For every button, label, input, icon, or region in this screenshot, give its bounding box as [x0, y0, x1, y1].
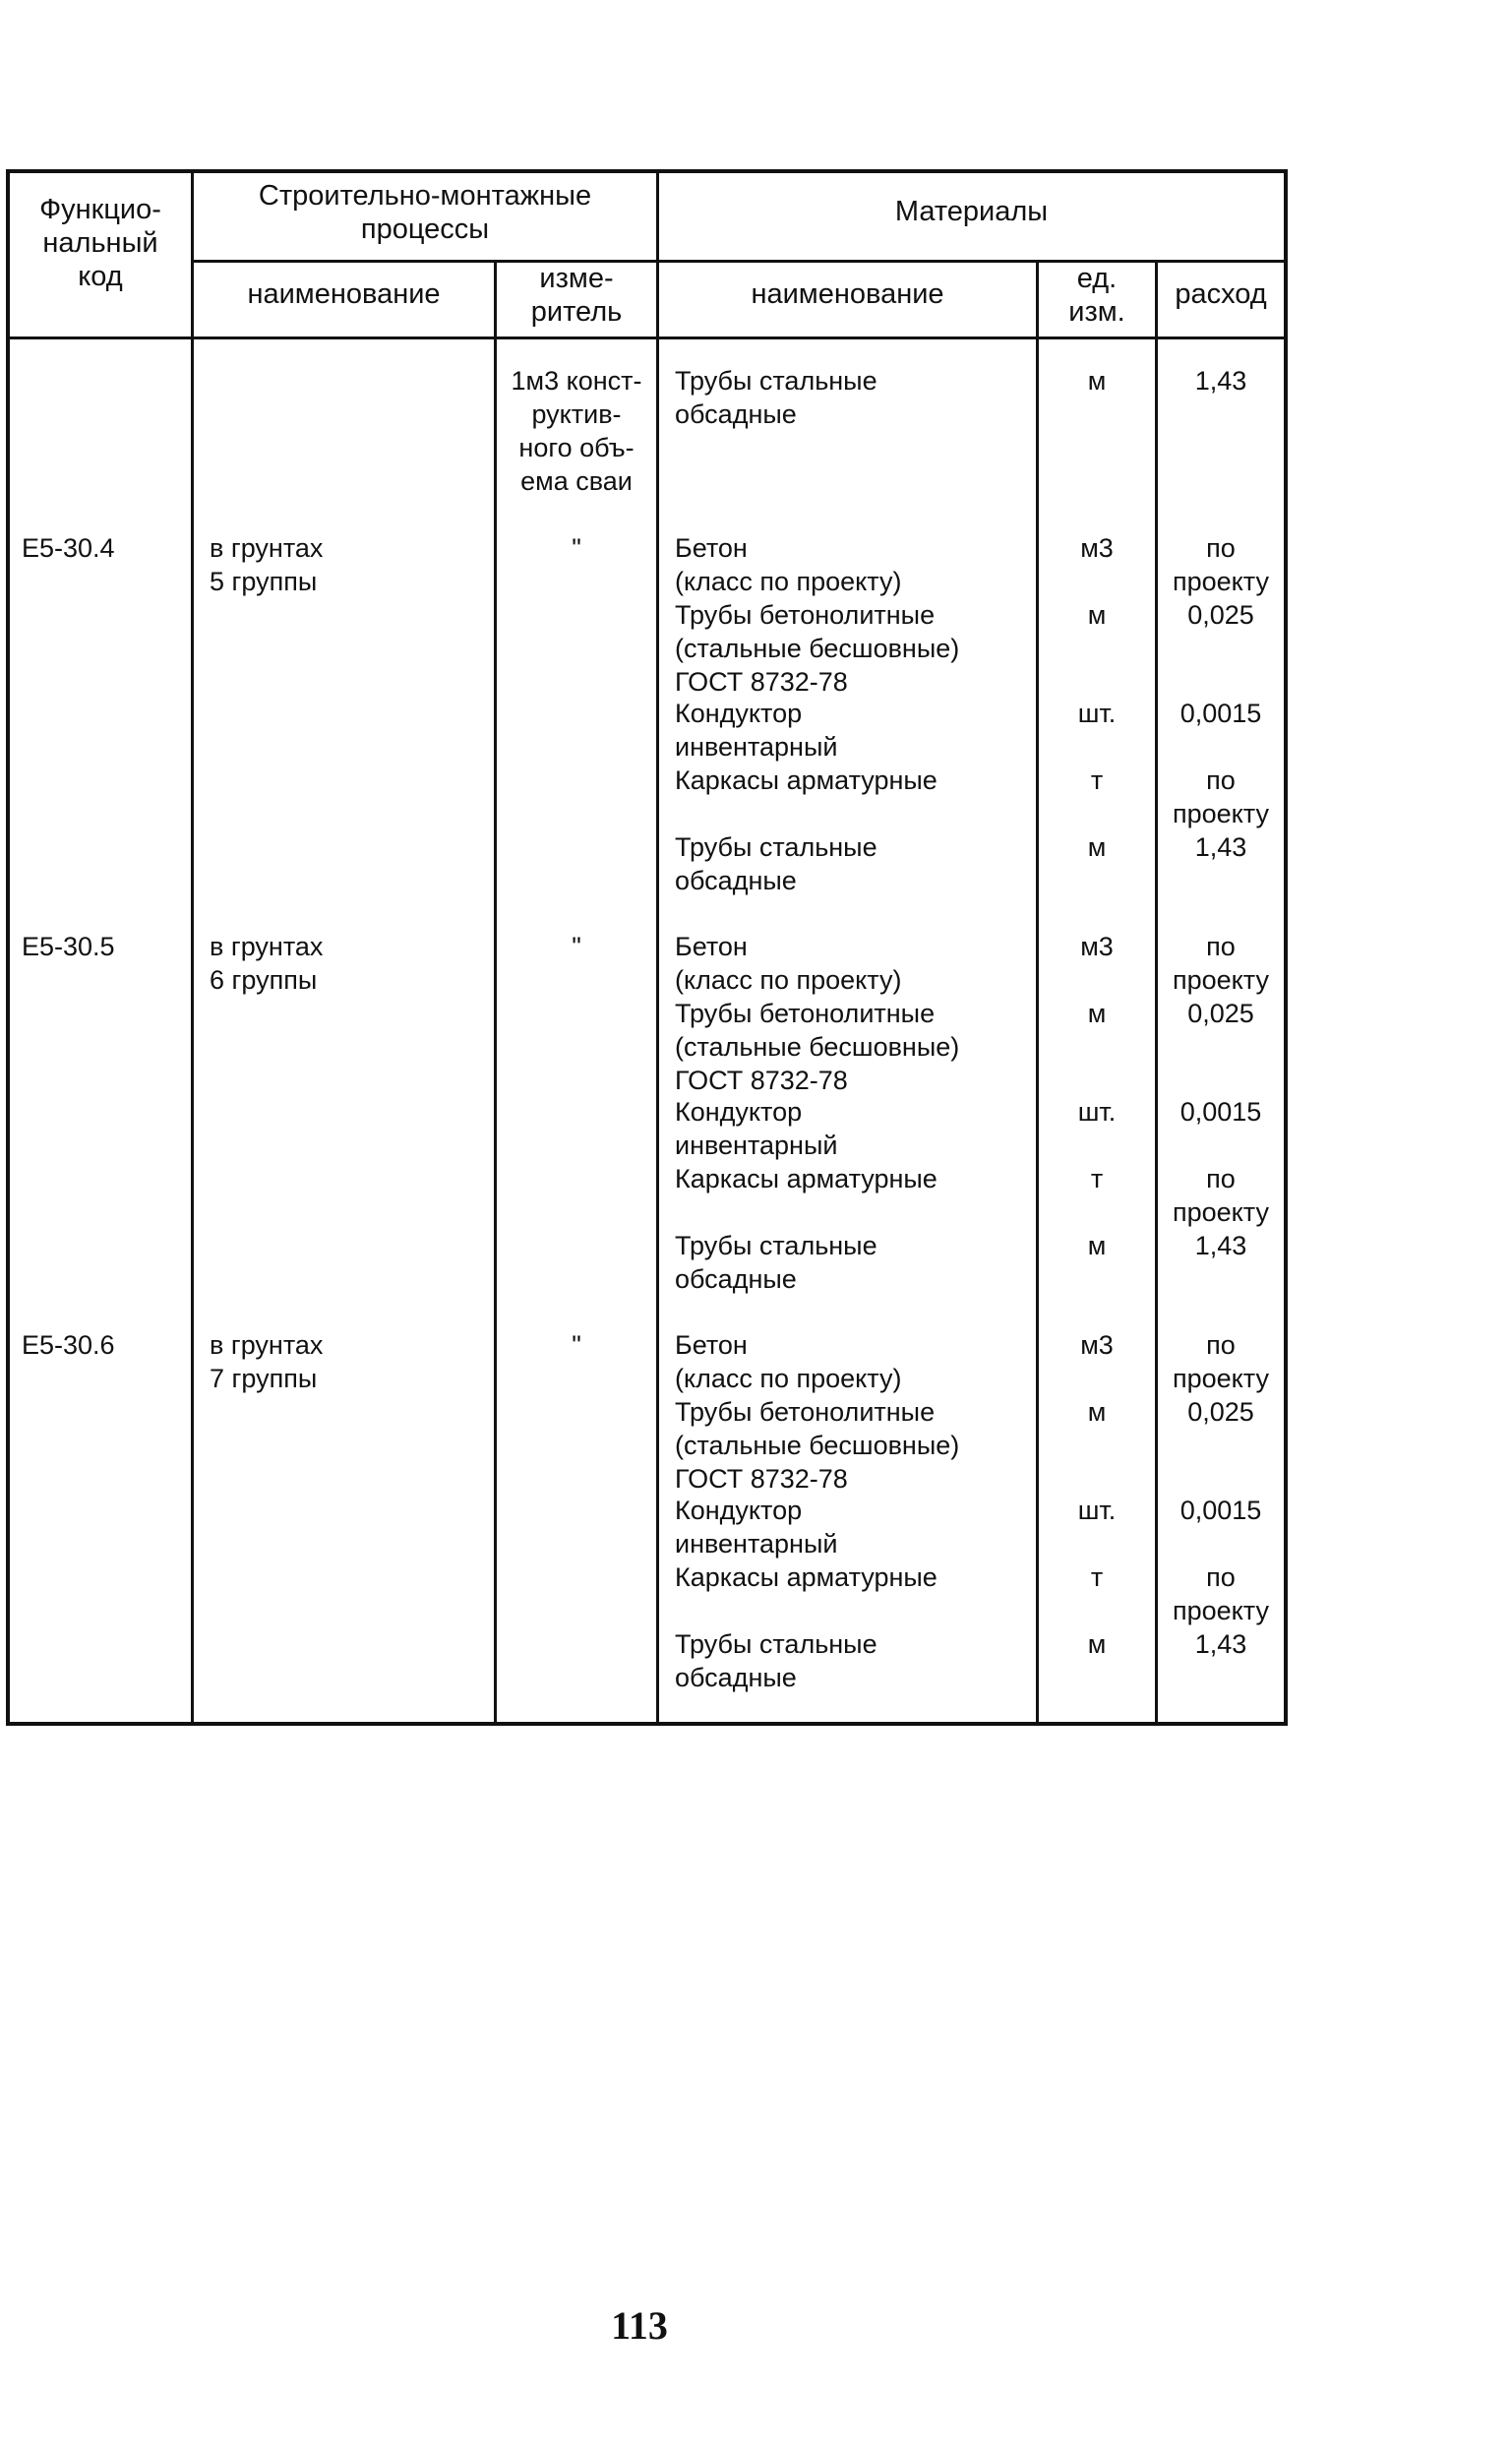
material-unit: м [1087, 1231, 1107, 1260]
material-name: Кондуктор инвентарный [675, 1097, 838, 1160]
table-border-bottom [6, 1722, 1288, 1726]
material-name: Каркасы арматурные [675, 1562, 937, 1592]
material-unit: м [1087, 1397, 1107, 1427]
table-border-right [1284, 169, 1288, 1726]
material-unit: т [1090, 1562, 1104, 1592]
intro-measure: 1м3 конст- руктив- ного объ- ема сваи [511, 366, 642, 496]
header-process-name: наименование [247, 278, 441, 310]
process-name: в грунтах 7 группы [210, 1330, 324, 1393]
table-border-left [6, 169, 10, 1726]
material-rate: по проекту [1173, 1164, 1269, 1227]
page-number: 113 [611, 2303, 668, 2348]
process-name: в грунтах 5 группы [210, 533, 324, 596]
column-divider [191, 169, 194, 1726]
intro-rate: 1,43 [1194, 366, 1247, 396]
function-code: Е5-30.6 [22, 1330, 115, 1360]
table-border-top [6, 169, 1288, 173]
material-rate: по проекту [1173, 765, 1269, 828]
material-unit: м [1087, 600, 1107, 630]
material-name: Бетон (класс по проекту) [675, 1330, 902, 1393]
material-name: Трубы стальные обсадные [675, 1231, 877, 1294]
material-name: Трубы бетонолитные (стальные бесшовные) ГОСТ 8732-78 [675, 600, 960, 697]
material-rate: по проекту [1173, 533, 1269, 596]
material-name: Каркасы арматурные [675, 1164, 937, 1193]
material-rate: 0,025 [1187, 1397, 1254, 1427]
material-rate: 1,43 [1194, 1231, 1247, 1260]
header-func-code: Функцио- нальный код [39, 194, 161, 292]
function-code: Е5-30.4 [22, 533, 115, 563]
material-name: Каркасы арматурные [675, 765, 937, 795]
process-name: в грунтах 6 группы [210, 932, 324, 995]
header-material-name: наименование [751, 278, 944, 310]
material-unit: шт. [1077, 1097, 1117, 1127]
material-name: Бетон (класс по проекту) [675, 932, 902, 995]
material-unit: т [1090, 1164, 1104, 1193]
material-rate: 0,025 [1187, 999, 1254, 1028]
material-unit: м [1087, 832, 1107, 862]
material-unit: шт. [1077, 1496, 1117, 1525]
process-measure: " [572, 932, 581, 961]
material-unit: т [1090, 765, 1104, 795]
function-code: Е5-30.5 [22, 932, 115, 961]
material-rate: 0,025 [1187, 600, 1254, 630]
column-divider [656, 169, 659, 1726]
intro-unit: м [1087, 366, 1107, 396]
material-rate: 1,43 [1194, 1629, 1247, 1659]
material-unit: шт. [1077, 699, 1117, 728]
material-unit: м3 [1080, 932, 1114, 961]
process-measure: " [572, 533, 581, 563]
material-name: Трубы бетонолитные (стальные бесшовные) ГОСТ 8732-78 [675, 1397, 960, 1494]
material-name: Трубы стальные обсадные [675, 1629, 877, 1692]
header-divider [6, 336, 1288, 339]
material-name: Трубы стальные обсадные [675, 832, 877, 895]
process-measure: " [572, 1330, 581, 1360]
material-name: Кондуктор инвентарный [675, 699, 838, 762]
material-name: Трубы бетонолитные (стальные бесшовные) ГОСТ 8732-78 [675, 999, 960, 1095]
material-name: Кондуктор инвентарный [675, 1496, 838, 1559]
header-measure: изме- ритель [530, 263, 623, 328]
material-unit: м3 [1080, 533, 1114, 563]
material-rate: 0,0015 [1179, 1496, 1262, 1525]
material-rate: 0,0015 [1179, 699, 1262, 728]
material-rate: по проекту [1173, 932, 1269, 995]
material-rate: по проекту [1173, 1330, 1269, 1393]
material-unit: м [1087, 999, 1107, 1028]
header-rate: расход [1175, 278, 1267, 310]
intro-material: Трубы стальные обсадные [675, 366, 877, 429]
material-name: Бетон (класс по проекту) [675, 533, 902, 596]
material-rate: 0,0015 [1179, 1097, 1262, 1127]
header-processes: Строительно-монтажные процессы [258, 180, 592, 245]
header-unit: ед. изм. [1068, 263, 1125, 328]
header-materials: Материалы [894, 196, 1049, 227]
material-unit: м [1087, 1629, 1107, 1659]
material-rate: 1,43 [1194, 832, 1247, 862]
material-rate: по проекту [1173, 1562, 1269, 1625]
material-unit: м3 [1080, 1330, 1114, 1360]
